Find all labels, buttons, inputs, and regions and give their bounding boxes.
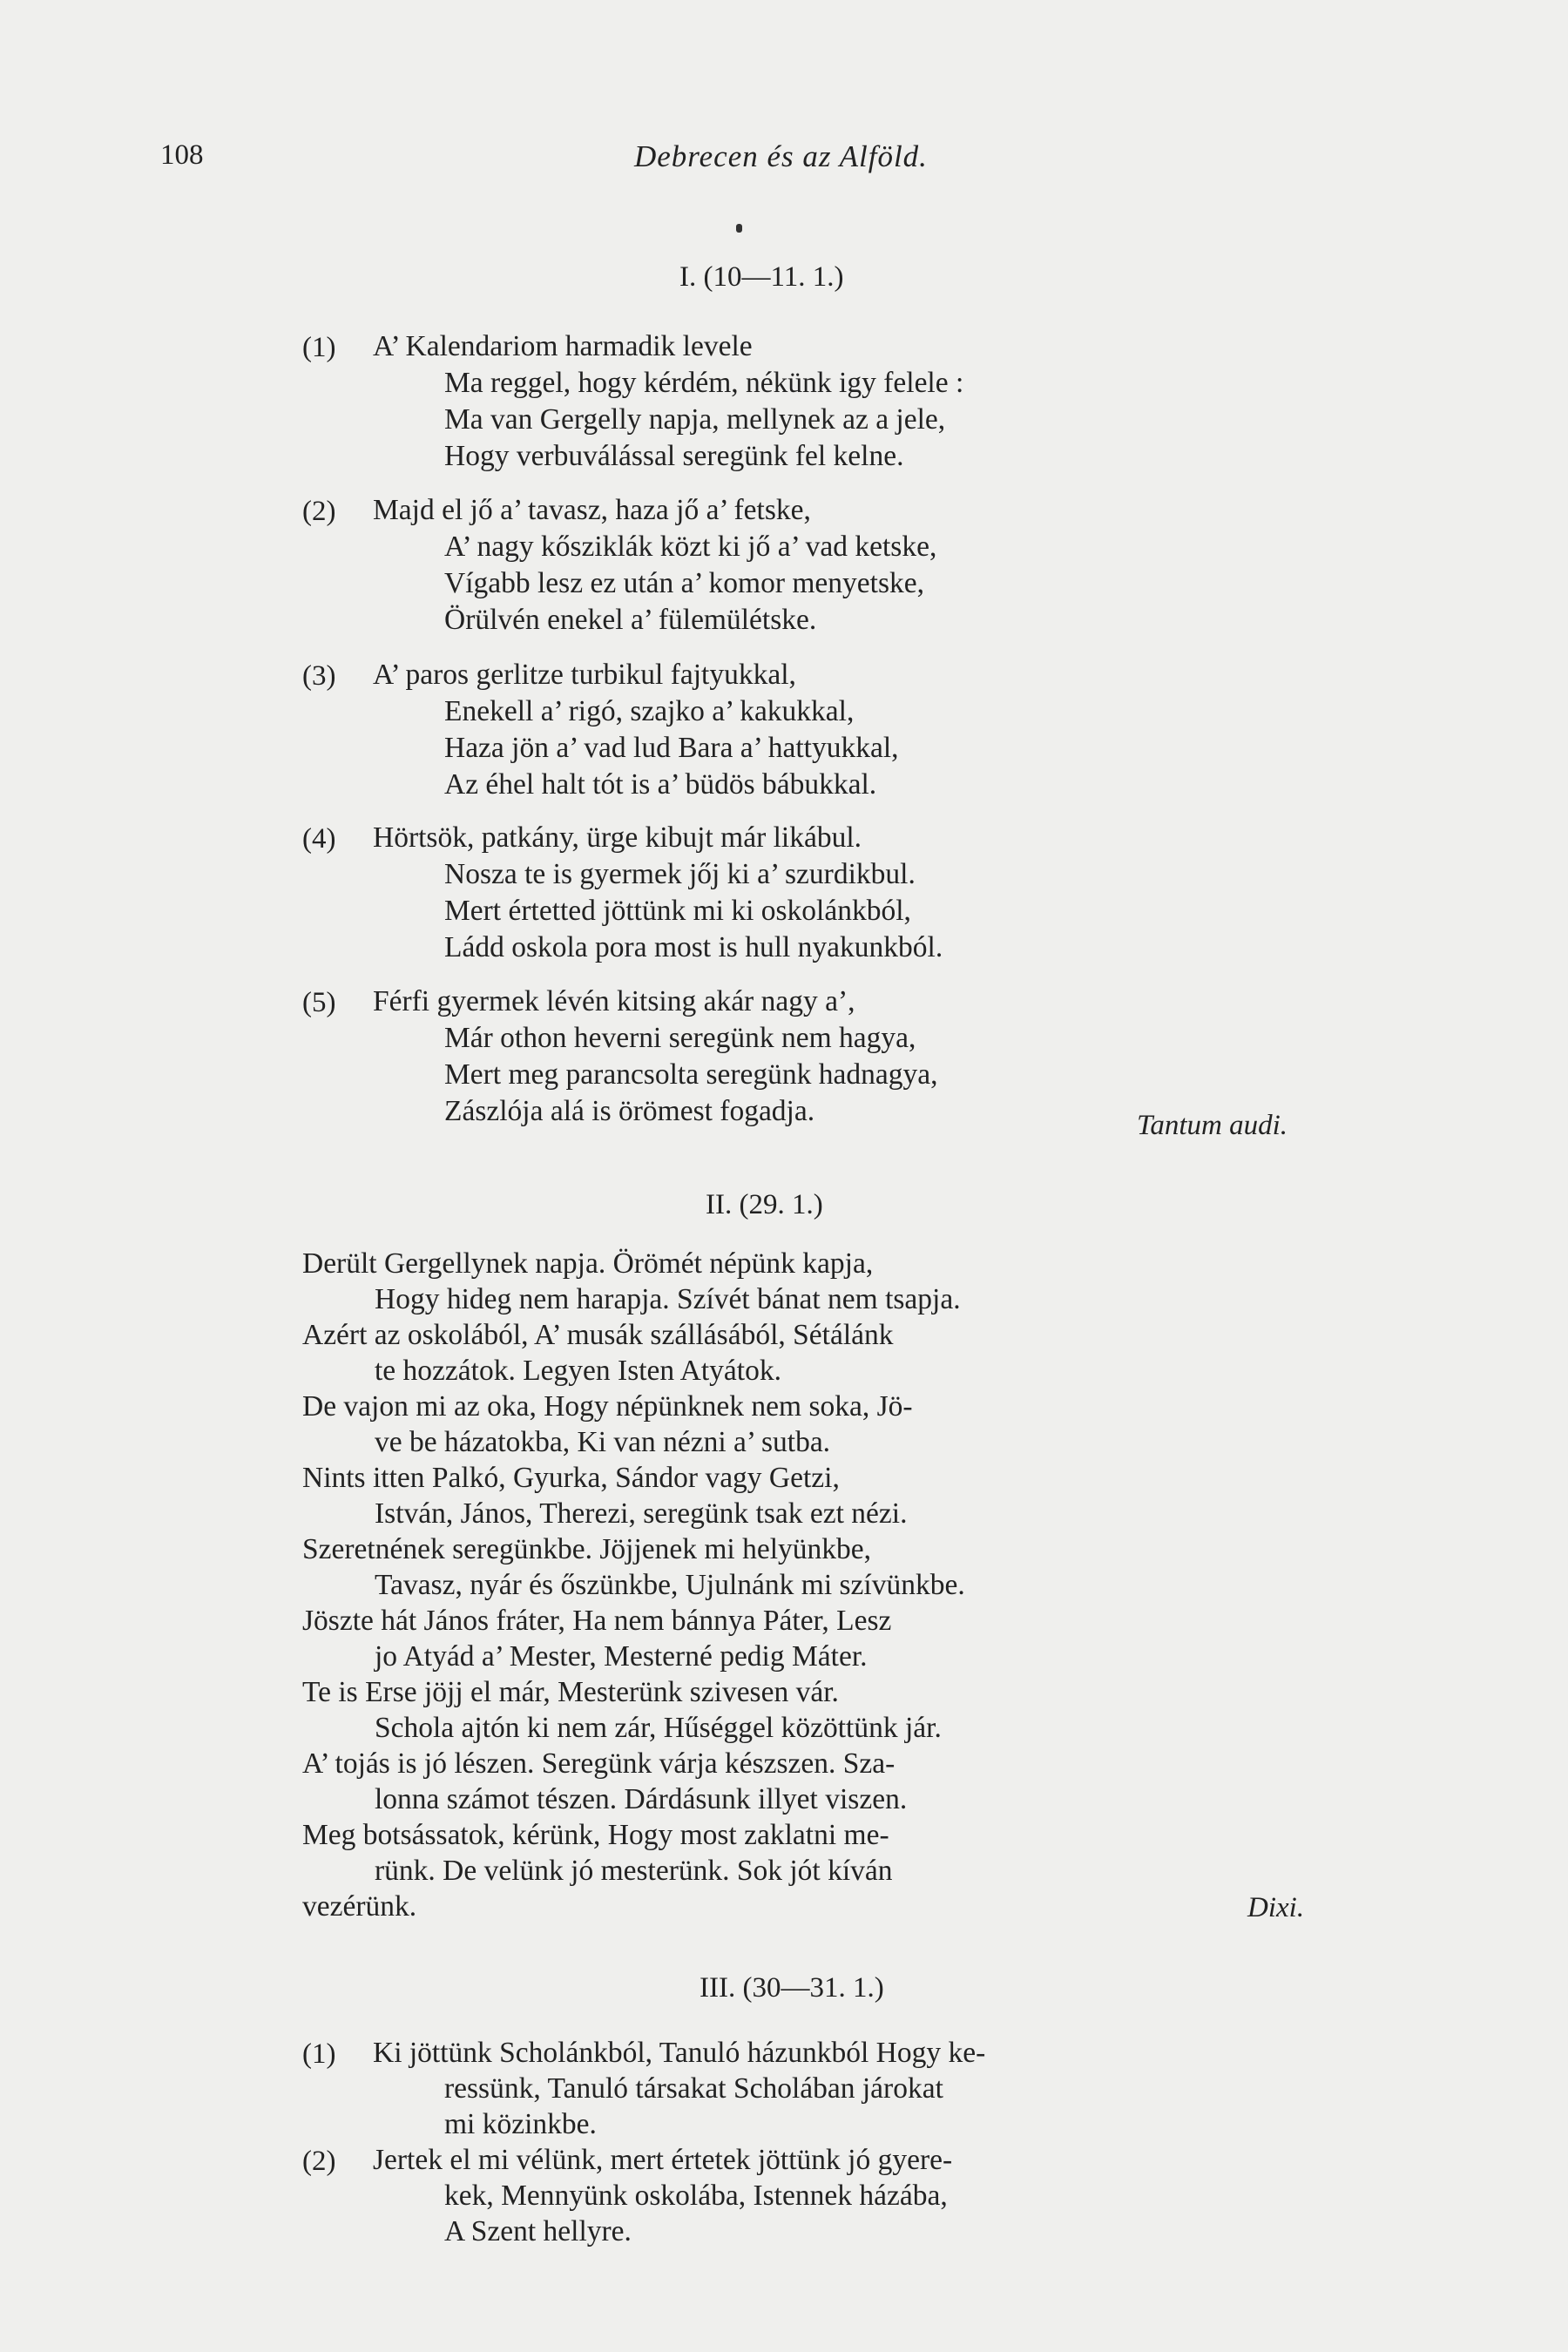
- verse-line: kek, Mennyünk oskolába, Istennek házába,: [444, 2180, 948, 2212]
- verse-line: jo Atyád a’ Mester, Mesterné pedig Máter.: [375, 1640, 868, 1673]
- section-2-heading: II. (29. 1.): [706, 1189, 823, 1220]
- verse-line: Hogy hideg nem harapja. Szívét bánat nem tsapja.: [375, 1283, 961, 1315]
- verse-line: ve be házatokba, Ki van nézni a’ sutba.: [375, 1426, 831, 1458]
- verse-line: Azért az oskolából, A’ musák szállásából, Sétálánk: [302, 1319, 894, 1351]
- verse-line: rünk. De velünk jó mesterünk. Sok jót kíván: [375, 1855, 893, 1887]
- stanza-number: (2): [302, 496, 336, 527]
- verse-line: mi közinkbe.: [444, 2108, 597, 2140]
- verse-line: Ma van Gergelly napja, mellynek az a jele,: [444, 403, 946, 436]
- verse-line: te hozzátok. Legyen Isten Atyátok.: [375, 1355, 781, 1387]
- stanza-number: (4): [302, 823, 336, 855]
- verse-line: Örülvén enekel a’ fülemülétske.: [444, 604, 817, 636]
- verse-line: István, János, Therezi, seregünk tsak ezt nézi.: [375, 1497, 908, 1530]
- ink-mark: [736, 224, 742, 233]
- verse-line: Ma reggel, hogy kérdém, nékünk igy felele :: [444, 367, 964, 399]
- verse-line: Derült Gergellynek napja. Örömét népünk kapja,: [302, 1247, 874, 1280]
- verse-line: Jertek el mi vélünk, mert értetek jöttünk jó gyere-: [373, 2144, 953, 2176]
- verse-line: A’ paros gerlitze turbikul fajtyukkal,: [373, 659, 796, 691]
- running-title: Debrecen és az Alföld.: [634, 139, 928, 173]
- section-3-heading: III. (30—31. 1.): [700, 1972, 884, 2004]
- section-2-signoff: Dixi.: [1247, 1892, 1305, 1923]
- stanza-number: (5): [302, 987, 336, 1018]
- section-1-signoff: Tantum audi.: [1137, 1110, 1288, 1141]
- verse-line: Hogy verbuválással seregünk fel kelne.: [444, 440, 904, 472]
- verse-line: Haza jön a’ vad lud Bara a’ hattyukkal,: [444, 732, 899, 764]
- verse-line: lonna számot tészen. Dárdásunk illyet viszen.: [375, 1783, 908, 1815]
- verse-line: Hörtsök, patkány, ürge kibujt már likábul.: [373, 821, 862, 854]
- verse-line: A’ Kalendariom harmadik levele: [373, 330, 753, 362]
- verse-line: Már othon heverni seregünk nem hagya,: [444, 1022, 916, 1054]
- verse-line: Meg botsássatok, kérünk, Hogy most zaklatni me-: [302, 1819, 889, 1851]
- verse-line: Szeretnének seregünkbe. Jöjjenek mi helyünkbe,: [302, 1533, 872, 1565]
- verse-line: A Szent hellyre.: [444, 2215, 632, 2247]
- verse-line: A’ nagy kősziklák közt ki jő a’ vad ketske,: [444, 531, 937, 563]
- verse-line: A’ tojás is jó lészen. Seregünk várja készszen. Sza-: [302, 1747, 896, 1780]
- verse-line: De vajon mi az oka, Hogy népünknek nem soka, Jö-: [302, 1390, 913, 1423]
- verse-line: Ládd oskola pora most is hull nyakunkból.: [444, 931, 943, 963]
- stanza-number: (2): [302, 2146, 336, 2177]
- verse-line: Enekell a’ rigó, szajko a’ kakukkal,: [444, 695, 855, 727]
- page-number: 108: [160, 139, 204, 171]
- verse-line: vezérünk.: [302, 1890, 417, 1923]
- verse-line: Mert értetted jöttünk mi ki oskolánkból,: [444, 895, 911, 927]
- stanza-number: (1): [302, 332, 336, 363]
- verse-line: Schola ajtón ki nem zár, Hűséggel közöttünk jár.: [375, 1712, 942, 1744]
- verse-line: Nints itten Palkó, Gyurka, Sándor vagy Getzi,: [302, 1462, 840, 1494]
- stanza-number: (3): [302, 660, 336, 692]
- verse-line: Mert meg parancsolta seregünk hadnagya,: [444, 1058, 938, 1091]
- verse-line: Jöszte hát János fráter, Ha nem bánnya Páter, Lesz: [302, 1605, 892, 1637]
- verse-line: Zászlója alá is örömest fogadja.: [444, 1095, 815, 1127]
- verse-line: Tavasz, nyár és őszünkbe, Ujulnánk mi szívünkbe.: [375, 1569, 965, 1601]
- verse-line: Ki jöttünk Scholánkból, Tanuló házunkból Hogy ke-: [373, 2037, 986, 2069]
- verse-line: Vígabb lesz ez után a’ komor menyetske,: [444, 567, 924, 599]
- verse-line: Férfi gyermek lévén kitsing akár nagy a’,: [373, 985, 855, 1017]
- verse-line: Az éhel halt tót is a’ büdös bábukkal.: [444, 768, 877, 801]
- verse-line: Majd el jő a’ tavasz, haza jő a’ fetske,: [373, 494, 811, 526]
- stanza-number: (1): [302, 2038, 336, 2070]
- verse-line: Nosza te is gyermek jőj ki a’ szurdikbul.: [444, 858, 916, 890]
- verse-line: ressünk, Tanuló társakat Scholában járokat: [444, 2072, 943, 2105]
- section-1-heading: I. (10—11. 1.): [679, 261, 844, 293]
- verse-line: Te is Erse jöjj el már, Mesterünk szivesen vár.: [302, 1676, 839, 1708]
